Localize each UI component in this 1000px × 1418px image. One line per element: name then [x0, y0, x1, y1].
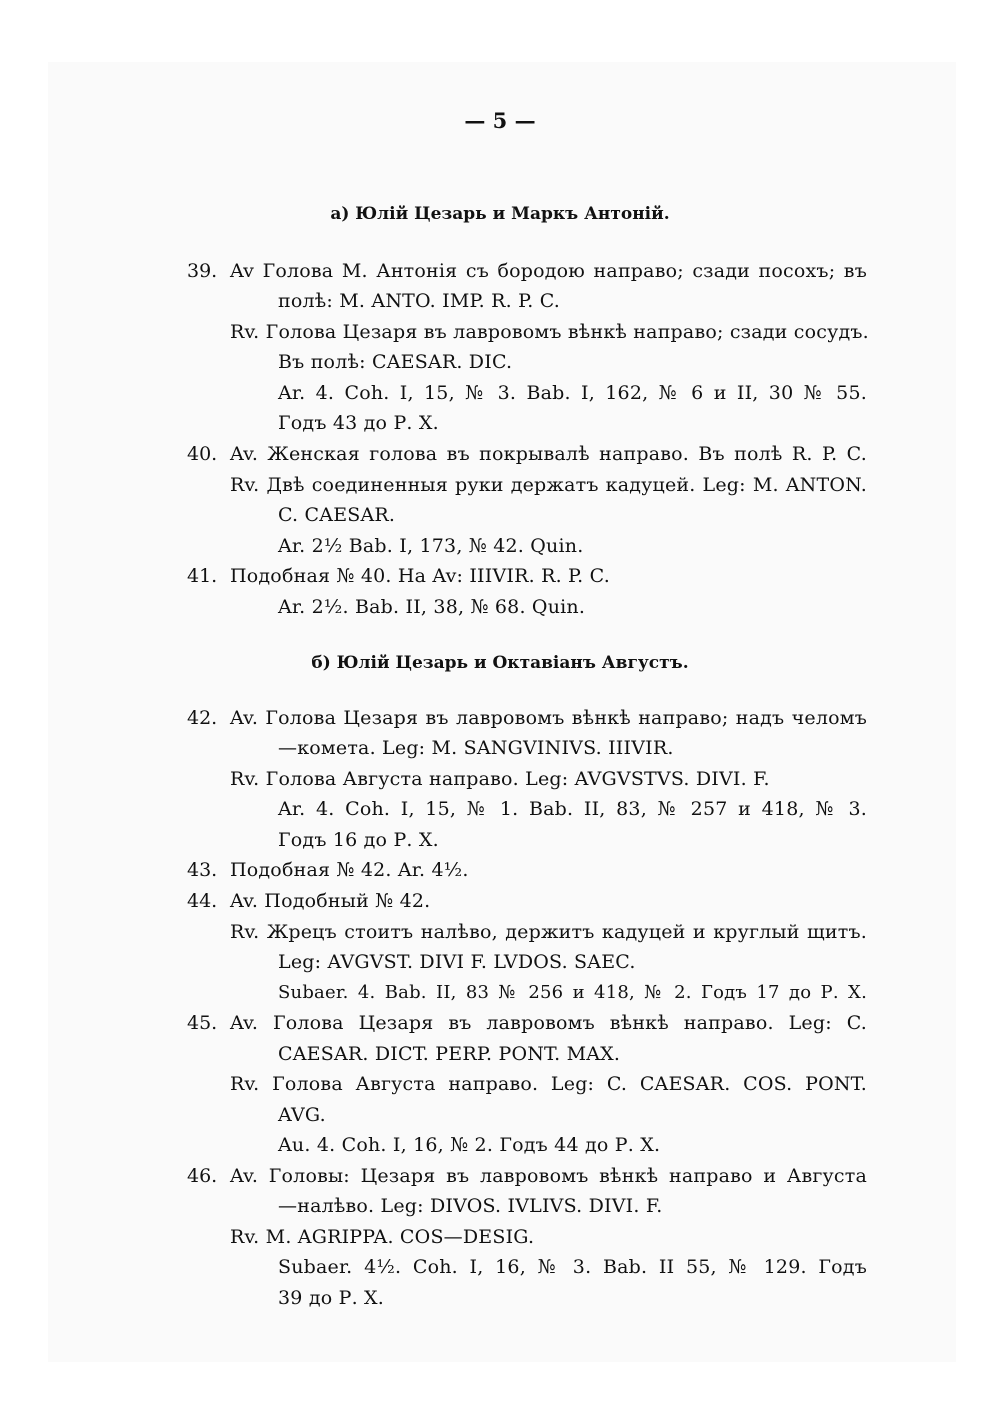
entry-number: 43.	[187, 859, 218, 881]
entry-line: C. CAESAR.	[278, 504, 396, 526]
entry-line: 39 до Р. Х.	[278, 1287, 385, 1309]
entry-line: Подобная № 40. На Av: IIIVIR. R. P. C.	[230, 565, 610, 587]
entry-line: Годъ 16 до Р. Х.	[278, 829, 439, 851]
entry-line: Subaer. 4½. Coh. I, 16, № 3. Bab. II 55, № 129. Годъ	[278, 1256, 867, 1278]
entry-line: Ar. 4. Coh. I, 15, № 1. Bab. II, 83, № 257 и 418, № 3.	[278, 798, 867, 820]
entry-line: Ar. 2½. Bab. II, 38, № 68. Quin.	[278, 596, 586, 618]
section-heading-a: а) Юлій Цезарь и Маркъ Антоній.	[330, 204, 670, 224]
page-number: — 5 —	[464, 108, 536, 133]
entry-line: —комета. Leg: M. SANGVINIVS. IIIVIR.	[278, 737, 674, 759]
entry-number: 42.	[187, 707, 218, 729]
entry-line: CAESAR. DICT. PERP. PONT. MAX.	[278, 1043, 621, 1065]
entry-number: 41.	[187, 565, 218, 587]
entry-line: Rv. Двѣ соединенныя руки держатъ кадуцей. Leg: M. ANTON.	[230, 474, 867, 496]
entry-line: Rv. Жрецъ стоитъ налѣво, держитъ кадуцей и круглый щитъ.	[230, 921, 867, 943]
entry-line: Au. 4. Coh. I, 16, № 2. Годъ 44 до Р. Х.	[278, 1134, 661, 1156]
entry-number: 40.	[187, 443, 218, 465]
entry-line: Rv. Голова Августа направо. Leg: C. CAESAR. COS. PONT.	[230, 1073, 867, 1095]
entry-line: Av. Женская голова въ покрывалѣ направо. Въ полѣ R. P. C.	[230, 443, 867, 465]
entry-line: Rv. Голова Августа направо. Leg: AVGVSTVS. DIVI. F.	[230, 768, 770, 790]
entry-line: Av Голова М. Антонія съ бородою направо; сзади посохъ; въ	[230, 260, 867, 282]
entry-number: 44.	[187, 890, 218, 912]
entry-line: Ar. 2½ Bab. I, 173, № 42. Quin.	[278, 535, 584, 557]
entry-number: 39.	[187, 260, 218, 282]
entry-line: Av. Голова Цезаря въ лавровомъ вѣнкѣ направо; надъ челомъ	[230, 707, 867, 729]
entry-number: 45.	[187, 1012, 218, 1034]
entry-line: Subaer. 4. Bab. II, 83 № 256 и 418, № 2. Годъ 17 до Р. Х.	[278, 982, 867, 1003]
entry-line: полѣ: M. ANTO. IMP. R. P. C.	[278, 290, 561, 312]
entry-line: —налѣво. Leg: DIVOS. IVLIVS. DIVI. F.	[278, 1195, 663, 1217]
entry-line: Av. Подобный № 42.	[230, 890, 431, 912]
section-heading-b: б) Юлій Цезарь и Октавіанъ Августъ.	[311, 653, 689, 673]
entry-line: Av. Голова Цезаря въ лавровомъ вѣнкѣ направо. Leg: C.	[230, 1012, 867, 1034]
entry-line: Av. Головы: Цезаря въ лавровомъ вѣнкѣ направо и Августа	[230, 1165, 867, 1187]
entry-line: Подобная № 42. Ar. 4½.	[230, 859, 469, 881]
entry-line: Годъ 43 до Р. Х.	[278, 412, 439, 434]
entry-line: AVG.	[278, 1104, 326, 1126]
entry-line: Ar. 4. Coh. I, 15, № 3. Bab. I, 162, № 6 и II, 30 № 55.	[278, 382, 867, 404]
entry-line: Rv. Голова Цезаря въ лавровомъ вѣнкѣ направо; сзади сосудъ.	[230, 321, 869, 343]
entry-number: 46.	[187, 1165, 218, 1187]
entry-line: Въ полѣ: CAESAR. DIC.	[278, 351, 513, 373]
entry-line: Rv. M. AGRIPPA. COS—DESIG.	[230, 1226, 535, 1248]
entry-line: Leg: AVGVST. DIVI F. LVDOS. SAEC.	[278, 951, 636, 973]
